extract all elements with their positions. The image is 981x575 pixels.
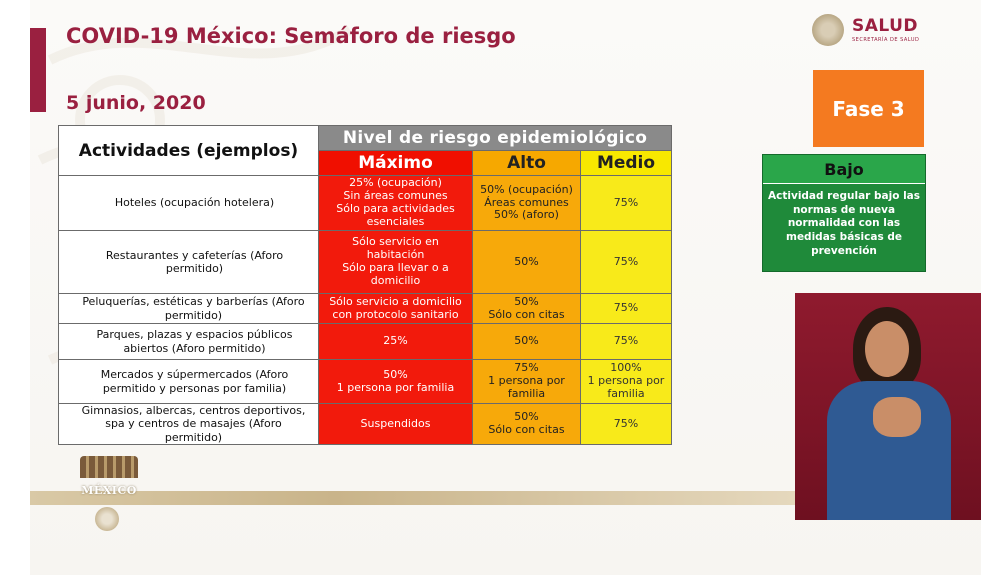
level-maximo-header: Máximo — [319, 151, 473, 176]
salud-logo — [812, 14, 932, 48]
table-row — [59, 404, 672, 445]
table-row — [59, 231, 672, 294]
table-row — [59, 324, 672, 360]
table-row — [59, 360, 672, 404]
medio-cell: 75% — [613, 195, 639, 209]
table-row — [59, 176, 672, 231]
sign-language-interpreter-video — [795, 293, 981, 520]
logo-text: SALUD — [852, 16, 919, 36]
medio-cell: 75% — [613, 334, 639, 348]
alto-cell: 75% 1 persona por familia — [488, 361, 565, 400]
level-medio-header: Medio — [581, 151, 672, 176]
maximo-cell: 25% (ocupación) Sin áreas comunes Sólo para actividades esenciales — [336, 176, 455, 228]
medio-cell: 100% 1 persona por familia — [587, 361, 665, 400]
activities-header: Actividades (ejemplos) — [59, 126, 319, 176]
maximo-cell: Sólo servicio en habitación Sólo para llevar o a domicilio — [342, 235, 449, 287]
alto-cell: 50% (ocupación) Áreas comunes 50% (aforo) — [480, 182, 573, 222]
activity-label: Peluquerías, estéticas y barberías (Aforo permitido) — [82, 295, 305, 322]
activity-label: Hoteles (ocupación hotelera) — [114, 196, 275, 210]
activity-label: Gimnasios, albercas, centros deportivos, spa y centros de masajes (Aforo permitido) — [81, 404, 306, 444]
interpreter-hands — [873, 397, 921, 437]
footer-logo-text: MÉXICO — [81, 484, 137, 497]
level-alto-header: Alto — [473, 151, 581, 176]
title-accent-bar — [30, 28, 46, 112]
bajo-panel — [762, 154, 926, 272]
page-date: 5 junio, 2020 — [66, 92, 206, 114]
maximo-cell: Suspendidos — [360, 416, 431, 430]
gobierno-de-mexico-logo — [76, 456, 142, 530]
activity-label: Parques, plazas y espacios públicos abiertos (Aforo permitido) — [96, 328, 293, 355]
logo-subtitle: SECRETARÍA DE SALUD — [852, 37, 920, 43]
activity-label: Restaurantes y cafeterías (Aforo permitido) — [105, 248, 284, 275]
bajo-description: Actividad regular bajo las normas de nueva normalidad con las medidas básicas de prevención — [768, 190, 920, 257]
medio-cell: 75% — [613, 301, 639, 315]
medio-cell: 75% — [613, 254, 639, 268]
alto-cell: 50% Sólo con citas — [488, 410, 565, 436]
table-row — [59, 294, 672, 324]
risk-table — [58, 125, 672, 445]
bajo-title: Bajo — [763, 155, 925, 184]
medio-cell: 75% — [613, 416, 639, 430]
alto-cell: 50% — [514, 334, 539, 348]
activity-label: Mercados y súpermercados (Aforo permitido y personas por familia) — [100, 368, 289, 395]
maximo-cell: Sólo servicio a domicilio con protocolo sanitario — [329, 294, 462, 321]
seal-icon — [95, 507, 119, 531]
risk-level-header: Nivel de riesgo epidemiológico — [319, 126, 672, 151]
alto-cell: 50% — [514, 254, 539, 268]
fase-badge: Fase 3 — [813, 70, 924, 147]
alto-cell: 50% Sólo con citas — [488, 294, 565, 321]
maximo-cell: 25% — [383, 334, 408, 348]
seal-icon — [812, 14, 844, 46]
maximo-cell: 50% 1 persona por familia — [336, 367, 455, 394]
interpreter-face — [865, 321, 909, 377]
page-title: COVID-19 México: Semáforo de riesgo — [66, 24, 516, 48]
footer-strip — [30, 491, 795, 505]
heroes-icon — [80, 456, 138, 478]
